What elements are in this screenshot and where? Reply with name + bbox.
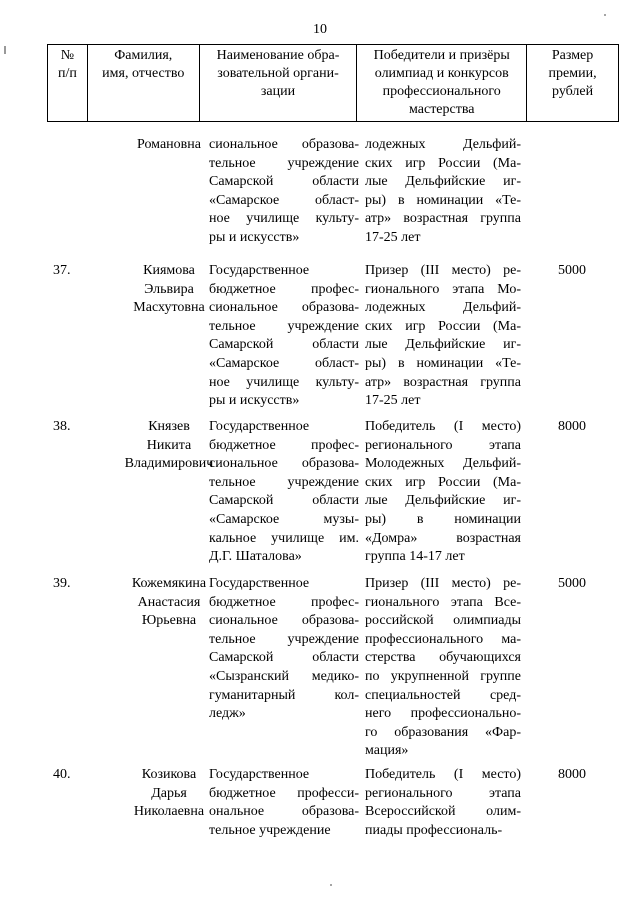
row-organization <box>209 418 359 567</box>
text-line: Самарской области <box>209 493 359 509</box>
text-line: Государственное <box>209 419 310 434</box>
text-line: сиональное образова- <box>209 137 359 152</box>
text-line: бюджетное профес- <box>209 281 359 297</box>
text-line: профессионального ма- <box>365 631 521 647</box>
text-line: сиональное образова- <box>209 613 359 629</box>
row-winners <box>365 262 521 411</box>
text-line: Никита <box>146 437 192 453</box>
header-prize <box>527 45 619 122</box>
text-line: Эльвира <box>144 281 194 297</box>
text-line: Анастасия <box>137 594 201 610</box>
text-line: гионального этапа Мо- <box>365 281 521 297</box>
text-line: 17-25 лет <box>365 229 421 245</box>
text-line: стерства обучающихся <box>365 650 521 666</box>
text-line: бюджетное професси- <box>209 785 359 801</box>
text-line: лые Дельфийские иг- <box>365 493 521 509</box>
text-line: Победитель (I место) <box>365 419 521 434</box>
row-number: 38. <box>53 419 71 434</box>
row-organization <box>209 262 359 411</box>
text-line: Государственное <box>209 576 310 591</box>
text-line: Киямова <box>143 263 195 278</box>
header-organization <box>199 45 357 122</box>
text-line: ры) в номинации «Те- <box>365 192 521 208</box>
text-line: ских игр России (Ма- <box>365 318 521 334</box>
text-line: Самарской области <box>209 337 359 353</box>
text-line: профессионального <box>382 84 501 99</box>
text-line: рублей <box>552 84 594 99</box>
text-line: тельное учреждение <box>209 631 359 647</box>
text-line: Николаевна <box>133 804 205 820</box>
text-line: ры и искусств» <box>209 229 300 245</box>
text-line: гионального этапа Все- <box>365 594 521 610</box>
text-line: сиональное образова- <box>209 456 359 472</box>
row-number: 39. <box>53 576 71 591</box>
text-line: ры) в номинации <box>365 511 521 527</box>
header-winners <box>357 45 527 122</box>
text-line: ледж» <box>209 706 246 722</box>
text-line: Дарья <box>151 785 187 801</box>
text-line: Кожемякина <box>131 576 207 591</box>
row-winners <box>365 418 521 567</box>
text-line: Победители и призёры <box>373 48 510 63</box>
text-line: группа 14-17 лет <box>365 549 465 565</box>
text-line: премии, <box>548 66 597 81</box>
text-line: лые Дельфийские иг- <box>365 174 521 190</box>
text-line: Государственное <box>209 767 310 782</box>
row-winners <box>365 575 521 761</box>
text-line: Д.Г. Шаталова» <box>209 549 302 565</box>
text-line: п/п <box>58 66 77 81</box>
text-line: Козикова <box>141 767 197 782</box>
text-line: мация» <box>365 743 409 759</box>
row-prize: 5000 <box>558 263 586 278</box>
text-line: ры) в номинации «Те- <box>365 355 521 371</box>
text-line: пиады профессиональ- <box>365 822 503 838</box>
text-line: ное училище культу- <box>209 374 359 390</box>
text-line: го образования «Фар- <box>365 724 521 740</box>
row-number: 40. <box>53 767 71 782</box>
text-line: тельное учреждение <box>209 822 331 838</box>
text-line: тельное учреждение <box>209 318 359 334</box>
text-line: Владимирович <box>124 456 214 472</box>
text-line: атр» возрастная группа <box>365 374 521 390</box>
text-line: зовательной органи- <box>217 66 339 81</box>
row-organization <box>209 766 359 840</box>
text-line: по укрупненной группе <box>365 668 521 684</box>
text-line: Масхутовна <box>133 300 205 316</box>
text-line: ских игр России (Ма- <box>365 474 521 490</box>
text-line: Государственное <box>209 263 310 278</box>
scan-margin-mark <box>4 46 6 54</box>
row-organization <box>209 575 359 724</box>
text-line: ских игр России (Ма- <box>365 155 521 171</box>
row-organization <box>209 136 359 248</box>
header-name <box>87 45 199 122</box>
text-line: Наименование обра- <box>216 48 340 63</box>
text-line: тельное учреждение <box>209 474 359 490</box>
text-line: Самарской области <box>209 174 359 190</box>
table-header <box>47 44 619 122</box>
text-line: атр» возрастная группа <box>365 211 521 227</box>
text-line: тельное учреждение <box>209 155 359 171</box>
text-line: Призер (III место) ре- <box>365 263 521 278</box>
text-line: сиональное образова- <box>209 300 359 316</box>
text-line: Самарской области <box>209 650 359 666</box>
text-line: зации <box>260 84 296 99</box>
text-line: гуманитарный кол- <box>209 687 359 703</box>
text-line: кальное училище им. <box>209 530 359 546</box>
text-line: Фамилия, <box>114 48 173 63</box>
text-line: ональное образова- <box>209 804 359 820</box>
text-line: регионального этапа <box>365 785 521 801</box>
page-number: 10 <box>313 22 327 37</box>
text-line: «Самарское област- <box>209 355 359 371</box>
text-line: российской олимпиады <box>365 613 521 629</box>
text-line: лодежных Дельфий- <box>365 137 521 152</box>
text-line: него профессионально- <box>365 706 521 722</box>
row-winners <box>365 766 521 840</box>
text-line: олимпиад и конкурсов <box>374 66 509 81</box>
text-line: № <box>60 48 75 63</box>
text-line: специальностей сред- <box>365 687 521 703</box>
text-line: «Домра» возрастная <box>365 530 521 546</box>
row-prize: 8000 <box>558 767 586 782</box>
text-line: Призер (III место) ре- <box>365 576 521 591</box>
text-line: ры и искусств» <box>209 393 300 409</box>
text-line: «Самарское област- <box>209 192 359 208</box>
text-line: Всероссийской олим- <box>365 804 521 820</box>
scan-speck <box>604 14 606 16</box>
header-num <box>48 45 88 122</box>
text-line: Князев <box>148 419 190 434</box>
text-line: мастерства <box>409 102 475 117</box>
text-line: Романовна <box>137 137 201 152</box>
text-line: Победитель (I место) <box>365 767 521 782</box>
text-line: имя, отчество <box>102 66 185 81</box>
text-line: Молодежных Дельфий- <box>365 456 521 472</box>
text-line: лодежных Дельфий- <box>365 300 521 316</box>
text-line: регионального этапа <box>365 437 521 453</box>
text-line: лые Дельфийские иг- <box>365 337 521 353</box>
text-line: бюджетное профес- <box>209 594 359 610</box>
scan-speck <box>330 884 332 886</box>
text-line: Размер <box>551 48 594 63</box>
text-line: «Сызранский медико- <box>209 668 359 684</box>
text-line: «Самарское музы- <box>209 511 359 527</box>
text-line: Юрьевна <box>141 613 197 629</box>
row-prize: 8000 <box>558 419 586 434</box>
text-line: 17-25 лет <box>365 393 421 409</box>
row-prize: 5000 <box>558 576 586 591</box>
text-line: ное училище культу- <box>209 211 359 227</box>
row-number: 37. <box>53 263 71 278</box>
text-line: бюджетное профес- <box>209 437 359 453</box>
row-winners <box>365 136 521 248</box>
